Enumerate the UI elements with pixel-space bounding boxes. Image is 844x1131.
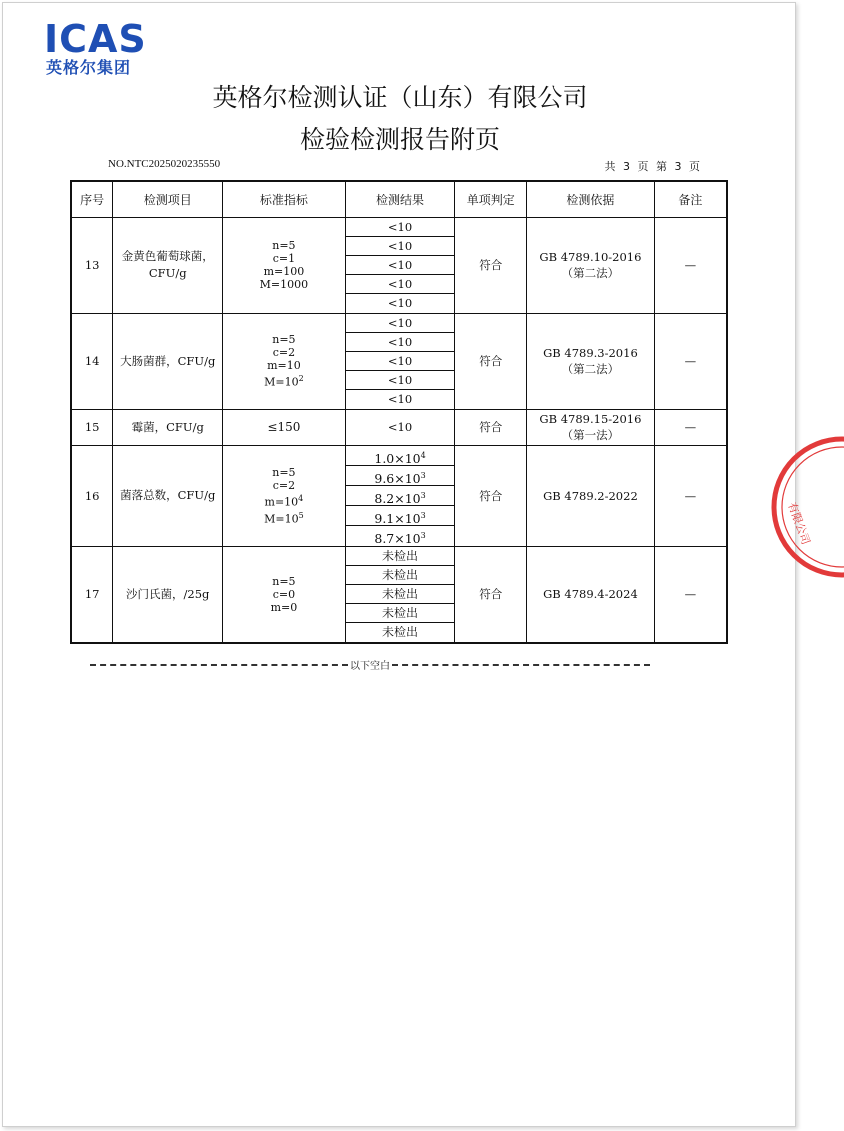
row-no: 13 [71, 217, 113, 313]
table-row [71, 445, 727, 546]
result-value: <10 [346, 314, 455, 333]
standard-line: m=0 [270, 600, 298, 614]
result-value: 未检出 [346, 547, 455, 566]
row-note: — [654, 313, 727, 409]
result-value: 未检出 [382, 624, 419, 639]
standard-line: M=1000 [259, 278, 309, 291]
table-row [71, 313, 727, 409]
row-note: — [654, 217, 727, 313]
standard-line [223, 492, 345, 509]
result-exponent: 3 [420, 490, 426, 500]
row-note: — [654, 546, 727, 643]
end-of-content-marker [90, 657, 650, 672]
row-no: 15 [71, 409, 113, 445]
row-judgement: 符合 [455, 313, 527, 409]
basis-method: （第二法） [561, 362, 620, 376]
standard-line: c=2 [272, 346, 296, 360]
row-item: 菌落总数，CFU/g [113, 445, 223, 546]
row-judgement: 符合 [455, 445, 527, 546]
row-standard: ≤150 [223, 409, 346, 445]
standard-base: M=10 [264, 375, 299, 389]
row-standard [223, 313, 346, 409]
header-basis: 检测依据 [527, 181, 655, 217]
standard-line: n=5 [272, 239, 296, 252]
row-results [345, 217, 455, 313]
row-no: 17 [71, 546, 113, 643]
table-row [71, 546, 727, 643]
page-info: 共 3 页 第 3 页 [604, 160, 700, 173]
company-seal-stamp [764, 432, 844, 582]
row-results [345, 546, 455, 643]
result-base: 1.0×10 [374, 450, 421, 466]
row-item: 霉菌，CFU/g [113, 409, 223, 445]
row-results [345, 313, 455, 409]
result-value [346, 506, 455, 526]
standard-line: n=5 [272, 574, 296, 588]
row-standard [223, 445, 346, 546]
standard-line [223, 372, 345, 389]
header-item: 检测项目 [113, 181, 223, 217]
row-note: — [654, 409, 727, 445]
result-base: 9.1×10 [374, 510, 421, 526]
test-result-table [70, 180, 728, 644]
result-value: <10 [346, 371, 455, 390]
result-value [346, 466, 455, 486]
result-value: 未检出 [346, 604, 455, 623]
table-header-row [71, 181, 727, 217]
basis-standard: GB 4789.15-2016 [539, 412, 642, 426]
basis-standard: GB 4789.3-2016 [543, 346, 638, 360]
row-note: — [654, 445, 727, 546]
result-value [346, 526, 455, 546]
result-exponent: 3 [420, 510, 426, 520]
header-judgement: 单项判定 [455, 181, 527, 217]
header-result: 检测结果 [345, 181, 455, 217]
company-logo [44, 17, 154, 78]
standard-base: M=10 [264, 512, 299, 526]
result-value: <10 [346, 218, 455, 237]
standard-line: n=5 [272, 333, 296, 347]
result-base: 8.2×10 [374, 490, 421, 506]
standard-line [223, 509, 345, 526]
company-title: 英格尔检测认证（山东）有限公司 [212, 83, 588, 112]
result-value: <10 [346, 352, 455, 371]
result-base: 8.7×10 [374, 530, 421, 546]
row-basis: GB 4789.2-2022 [527, 445, 655, 546]
standard-line: m=10 [267, 359, 301, 373]
row-item: 大肠菌群，CFU/g [113, 313, 223, 409]
result-value: <10 [387, 391, 413, 406]
standard-line: c=2 [272, 478, 296, 492]
result-value [346, 486, 455, 506]
row-no: 16 [71, 445, 113, 546]
standard-exponent: 5 [298, 510, 304, 520]
row-standard [223, 546, 346, 643]
basis-standard: GB 4789.10-2016 [539, 250, 642, 264]
result-base: 9.6×10 [374, 470, 421, 486]
row-standard [223, 217, 346, 313]
row-result: <10 [345, 409, 455, 445]
standard-exponent: 4 [298, 493, 304, 503]
result-value: <10 [346, 256, 455, 275]
row-judgement: 符合 [455, 409, 527, 445]
report-title: 检验检测报告附页 [299, 125, 500, 154]
header-standard: 标准指标 [223, 181, 346, 217]
logo-mark: ICAS [44, 17, 147, 61]
end-text: 以下空白 [350, 661, 390, 672]
header-no: 序号 [71, 181, 113, 217]
result-value: 未检出 [346, 585, 455, 604]
header-note: 备注 [654, 181, 727, 217]
basis-method: （第一法） [561, 428, 620, 442]
standard-line: n=5 [272, 465, 296, 479]
result-value [346, 446, 455, 466]
standard-line: c=0 [272, 587, 296, 601]
report-number: NO.NTC2025020235550 [108, 158, 221, 170]
result-value: <10 [387, 295, 413, 310]
standard-line: m=100 [263, 265, 305, 278]
table-row [71, 409, 727, 445]
row-no: 14 [71, 313, 113, 409]
row-basis [527, 313, 655, 409]
row-basis [527, 409, 655, 445]
result-value: <10 [346, 333, 455, 352]
dashed-line-right [392, 664, 650, 666]
seal-ring [774, 439, 844, 575]
logo-subtitle: 英格尔集团 [46, 58, 132, 77]
table-row [71, 217, 727, 313]
result-value: <10 [346, 237, 455, 256]
seal-text: 有限公司 [785, 500, 813, 547]
row-item: 沙门氏菌，/25g [113, 546, 223, 643]
standard-exponent: 2 [298, 374, 304, 384]
basis-method: （第二法） [561, 266, 620, 280]
result-exponent: 3 [420, 530, 426, 540]
result-value: 未检出 [346, 566, 455, 585]
row-results [345, 445, 455, 546]
result-exponent: 3 [420, 470, 426, 480]
standard-base: m=10 [264, 495, 299, 509]
row-item: 金黄色葡萄球菌，CFU/g [113, 217, 223, 313]
row-judgement: 符合 [455, 217, 527, 313]
dashed-line-left [90, 664, 348, 666]
row-judgement: 符合 [455, 546, 527, 643]
row-basis [527, 217, 655, 313]
result-value: <10 [346, 275, 455, 294]
result-exponent: 4 [420, 450, 426, 460]
row-basis: GB 4789.4-2024 [527, 546, 655, 643]
standard-line: c=1 [272, 252, 296, 265]
